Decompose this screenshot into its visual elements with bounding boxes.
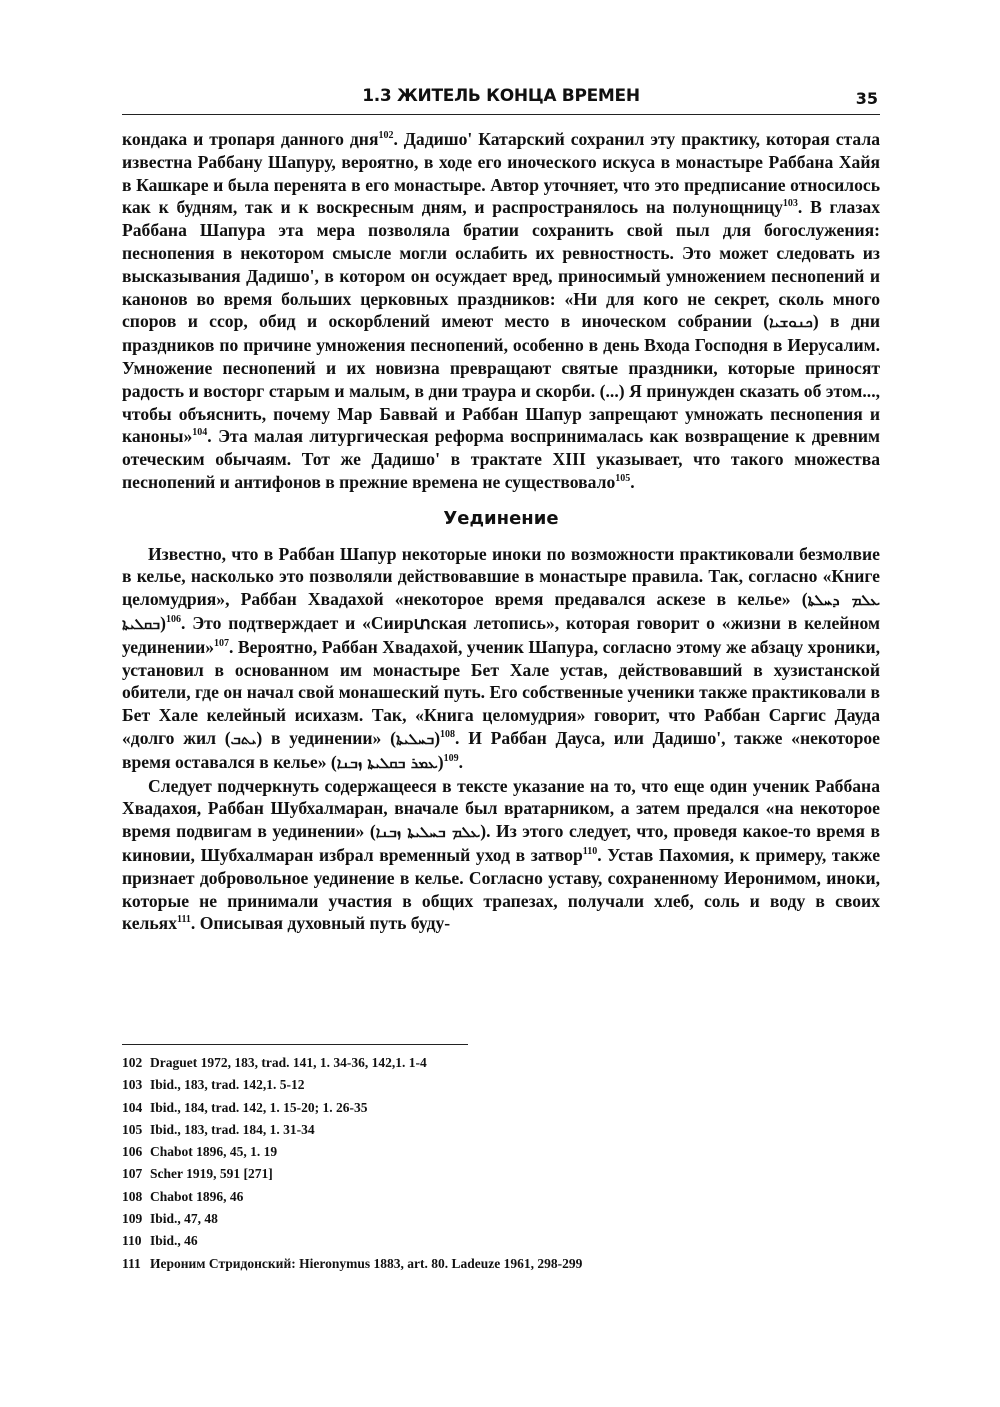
footnote — [122, 1074, 880, 1096]
text-segment: . — [458, 751, 464, 772]
footnote — [122, 1141, 880, 1163]
footnote-number: 103 — [122, 1077, 143, 1093]
footnote-text: Scher 1919, 591 [271] — [150, 1166, 273, 1182]
footnote-ref-105: 105 — [615, 473, 631, 485]
footnote — [122, 1208, 880, 1230]
text-segment: ) в уединении» ( — [256, 727, 396, 748]
footnote-text: Иероним Стридонский: Hieronymus 1883, art. 80. Ladeuze 1961, 298-299 — [150, 1255, 583, 1271]
text-segment: ). Из этого следует, что, проведя какое-то время в киновии, Шубхалмаран избрал временный уход в затвор — [122, 821, 880, 865]
footnote-text: Chabot 1896, 45, 1. 19 — [150, 1144, 278, 1160]
text-segment: ) — [434, 727, 441, 748]
text-segment: . Вероятно, Раббан Хвадахой, ученик Шапура, согласно этому же абзацу хроники, установил в основанном им монастыре Бет Хале устав, действовавший в хузистанской обители, где он начал свой монашеский путь. Его собственные ученики также практиковали в Бет Хале келейный исихазм. Так, «Книга целомудрия» говорит, что Раббан Саргис Дауда «долго жил ( — [122, 636, 880, 748]
footnote — [122, 1230, 880, 1252]
footnote-ref-104: 104 — [192, 427, 208, 439]
footnote-number: 111 — [122, 1255, 141, 1271]
footnote — [122, 1052, 880, 1074]
paragraph-3 — [122, 775, 880, 936]
text-segment: Известно, что в Раббан Шапур некоторые иноки по возможности практиковали безмолвие в келье, насколько это позволяли действовавшие в монастыре правила. Так, согласно «Книге целомудрия», Раббан Хвадахой «некоторое время предавался аскезе в келье» ( — [122, 543, 880, 610]
footnote — [122, 1253, 880, 1275]
paragraph-2 — [122, 543, 880, 775]
text-segment: . И Раббан Дауса, или Дадишо', также «некоторое время оставался в келье» ( — [122, 727, 880, 772]
text-segment: . В глазах Раббана Шапура эта мера позволяла братии сохранить свой пыл для богослужения: песнопения в некотором смысле могли ослабить их ревностность. Это может следовать из высказывания Дадишо', в котором он осуждает вред, приносимый умножением песнопений и канонов во время больших церковных праздников: «Ни для кого не секрет, сколь много споров и ссор, обид и оскорблений имеют место в иноческом собрании ( — [122, 197, 880, 332]
text-segment: . Это подтверждает и «Сиирտская летопись», которая говорит о «жизни в келейном уединении» — [122, 612, 880, 657]
text-segment: . Устав Пахомия, к примеру, также признает добровольное уединение в келье. Согласно уставу, сохраненному Иеронимом, иноки, которые не принимали участия в общих трапезах, получали хлеб, соль и воду в своих кельях — [122, 844, 880, 934]
text-segment: . — [630, 471, 635, 492]
footnote-number: 106 — [122, 1144, 143, 1160]
text-segment: кондака и тропаря данного дня — [122, 129, 379, 149]
footnote-text: Ibid., 46 — [150, 1233, 198, 1249]
syriac-term: ܥܠܡ ܒܚܠܝܬܐ ܙܒܢܐ — [375, 823, 481, 842]
footnote-number: 107 — [122, 1166, 143, 1182]
footnote-text: Ibid., 47, 48 — [150, 1211, 218, 1227]
footnote-ref-103: 103 — [782, 198, 798, 210]
syriac-term: ܟܢܘܫܝܐ — [769, 313, 813, 332]
footnote-ref-110: 110 — [582, 846, 598, 858]
footnotes — [122, 1052, 880, 1275]
footnote-ref-107: 107 — [214, 637, 230, 649]
main-text — [122, 128, 880, 935]
text-segment: . Эта малая литургическая реформа воспринималась как возвращение к древним отеческим обычаям. Тот же Дадишо' в трактате XIII указывает, что такого множества песнопений и антифонов в прежние времена не существовало — [122, 426, 880, 492]
syriac-term: ܥܡܪ ܒܩܠܝܬܐ ܙܒܢܐ — [336, 753, 438, 772]
syriac-term: ܥܠܡ ܕܚܠܬܐ ܒܩܠܝܬܐ — [122, 591, 880, 633]
footnote — [122, 1097, 880, 1119]
footnote-text: Chabot 1896, 46 — [150, 1188, 244, 1204]
footnote-ref-106: 106 — [165, 614, 181, 626]
footnote-text: Ibid., 184, trad. 142, 1. 15-20; 1. 26-35 — [150, 1099, 368, 1115]
running-header — [122, 80, 880, 115]
syriac-term: ܒܚܠܝܬܐ — [395, 729, 435, 748]
text-segment: . Описывая духовный путь буду- — [190, 913, 451, 934]
text-segment: . Дадишо' Катарский сохранил эту практику, которая стала известна Раббану Шапуру, вероятно, в ходе его иноческого искуса в монастыре Раббана Хайя в Кашкаре и была перенята в его монастыре. Автор уточняет, что это предписание относилось как к будням, так и к воскресным дням, и распространялось на полунощницу — [122, 129, 880, 218]
footnote-text: Draguet 1972, 183, trad. 141, 1. 34-36, 142,1. 1-4 — [150, 1055, 427, 1070]
footnote — [122, 1119, 880, 1141]
footnote-ref-102: 102 — [378, 130, 394, 142]
footnote-number: 105 — [122, 1121, 143, 1137]
footnote-number: 108 — [122, 1188, 143, 1204]
footnote-text: Ibid., 183, trad. 184, 1. 31-34 — [150, 1121, 315, 1137]
footnote — [122, 1163, 880, 1185]
footnote-ref-111: 111 — [177, 914, 191, 926]
footnote-text: Ibid., 183, trad. 142,1. 5-12 — [150, 1077, 305, 1093]
text-segment: ) — [160, 612, 166, 633]
footnote-number: 110 — [122, 1233, 142, 1249]
text-segment: ) — [437, 751, 444, 772]
footnote-number: 109 — [122, 1211, 143, 1227]
running-title: 1.3 ЖИТЕЛЬ КОНЦА ВРЕМЕН — [362, 86, 640, 106]
footnote-number: 102 — [122, 1055, 143, 1070]
footnote-number: 104 — [122, 1099, 143, 1115]
footnote-separator — [122, 1044, 468, 1045]
section-heading: Уединение — [443, 507, 559, 529]
footnote-ref-108: 108 — [440, 729, 456, 741]
footnote-ref-109: 109 — [443, 752, 459, 764]
text-segment: Следует подчеркнуть содержащееся в тексте указание на то, что еще один ученик Раббана Хвадахоя, Раббан Шубхалмаран, вначале был вратарником, а затем предался «на некоторое время подвигам в уединении» ( — [122, 775, 880, 842]
syriac-term: ܝܬܒ — [230, 729, 257, 748]
text-segment: ) в дни праздников по причине умножения песнопений, особенно в день Входа Господня в Иерусалим. Умножение песнопений и их новизна превращают святые праздники, которые приносят радость и восторг старым и малым, в дни траура и скорби. (...) Я принужден сказать об этом..., чтобы объяснить, почему Мар Баввай и Раббан Шапур запрещают умножать песнопения и каноны» — [122, 311, 880, 447]
page-number: 35 — [855, 89, 878, 108]
paragraph-1 — [122, 128, 880, 494]
footnote — [122, 1186, 880, 1208]
